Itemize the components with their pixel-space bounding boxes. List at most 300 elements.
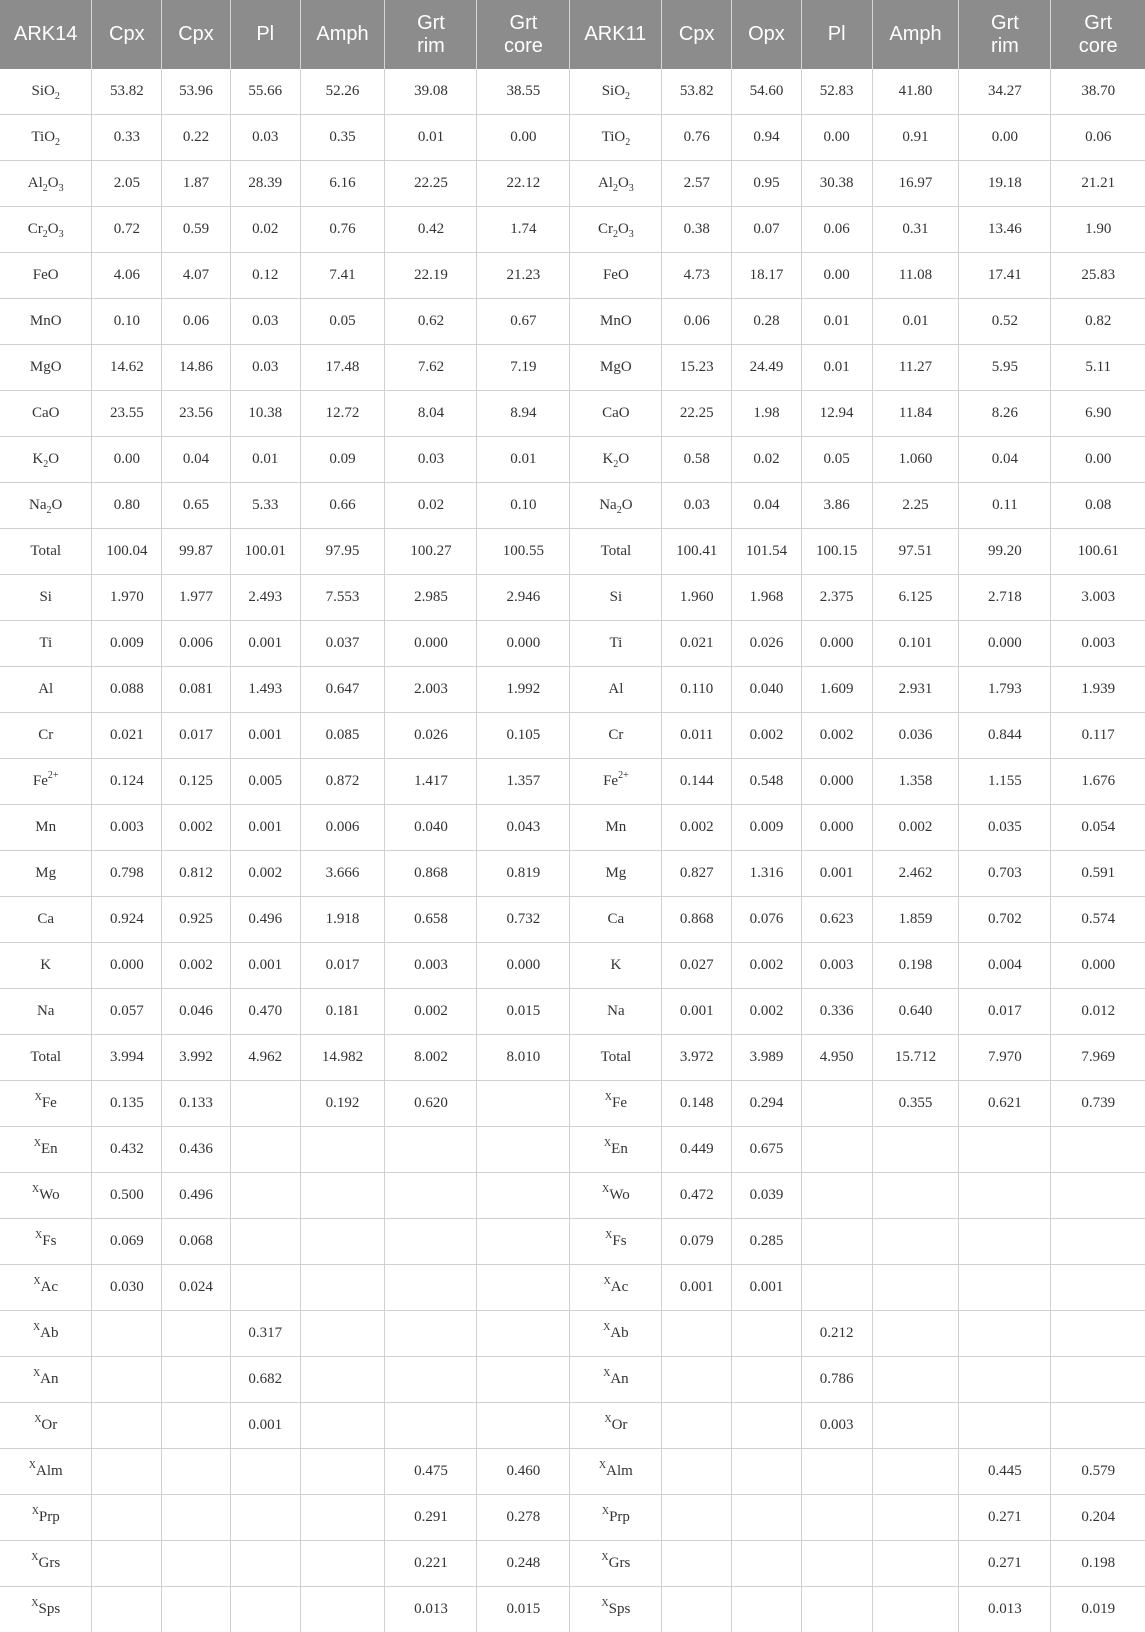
table-cell: 0.009	[732, 805, 802, 851]
row-label	[0, 1495, 92, 1541]
table-cell	[300, 1357, 385, 1403]
table-cell: 0.069	[92, 1219, 162, 1265]
table-cell: 0.819	[477, 851, 570, 897]
table-cell: 0.91	[872, 115, 959, 161]
header-text: Cpx	[178, 23, 214, 45]
row-label	[570, 1495, 662, 1541]
table-cell: 0.58	[662, 437, 732, 483]
table-row	[0, 1495, 1145, 1541]
table-cell	[300, 1449, 385, 1495]
row-label	[570, 575, 662, 621]
table-cell	[92, 1357, 162, 1403]
header-text: Amph	[316, 23, 368, 45]
table-cell: 0.000	[477, 943, 570, 989]
table-cell: 1.793	[959, 667, 1051, 713]
table-cell: 0.000	[959, 621, 1051, 667]
table-cell	[385, 1173, 477, 1219]
table-cell: 0.002	[732, 989, 802, 1035]
table-row	[0, 667, 1145, 713]
table-cell: 0.001	[662, 989, 732, 1035]
table-cell: 1.992	[477, 667, 570, 713]
table-cell: 17.41	[959, 253, 1051, 299]
label-text: Alm	[36, 1463, 63, 1479]
label-text: Cr	[38, 727, 53, 743]
table-cell: 0.317	[230, 1311, 300, 1357]
superscript: X	[604, 1414, 611, 1425]
table-cell: 0.000	[801, 759, 872, 805]
table-cell: 53.82	[662, 69, 732, 115]
table-row	[0, 851, 1145, 897]
table-cell: 53.82	[92, 69, 162, 115]
subscript: 3	[59, 229, 64, 240]
subscript: 2	[55, 137, 60, 148]
label-text: CaO	[32, 405, 60, 421]
label-text: Wo	[609, 1187, 629, 1203]
table-cell: 100.61	[1051, 529, 1145, 575]
subscript: 2	[617, 505, 622, 516]
table-cell: 3.666	[300, 851, 385, 897]
table-cell: 0.017	[300, 943, 385, 989]
table-cell: 0.221	[385, 1541, 477, 1587]
column-header	[801, 0, 872, 69]
table-cell	[872, 1587, 959, 1632]
table-cell: 2.375	[801, 575, 872, 621]
table-cell: 0.42	[385, 207, 477, 253]
table-cell: 28.39	[230, 161, 300, 207]
row-label	[0, 529, 92, 575]
table-cell	[230, 1449, 300, 1495]
table-cell: 0.015	[477, 989, 570, 1035]
table-cell: 0.001	[662, 1265, 732, 1311]
table-cell: 0.021	[662, 621, 732, 667]
row-label	[570, 1357, 662, 1403]
table-cell: 0.472	[662, 1173, 732, 1219]
row-label	[570, 989, 662, 1035]
table-cell: 0.000	[477, 621, 570, 667]
table-cell	[1051, 1265, 1145, 1311]
table-cell: 0.040	[732, 667, 802, 713]
table-cell: 0.702	[959, 897, 1051, 943]
table-row	[0, 391, 1145, 437]
table-cell: 39.08	[385, 69, 477, 115]
table-cell: 0.117	[1051, 713, 1145, 759]
row-label	[0, 161, 92, 207]
superscript: X	[35, 1092, 42, 1103]
table-cell	[162, 1587, 231, 1632]
table-cell: 0.110	[662, 667, 732, 713]
table-cell: 0.703	[959, 851, 1051, 897]
header-text: Pl	[256, 23, 274, 45]
table-cell: 0.06	[801, 207, 872, 253]
table-cell: 0.017	[162, 713, 231, 759]
table-cell: 54.60	[732, 69, 802, 115]
header-text: core	[504, 35, 543, 57]
header-text: core	[1079, 35, 1118, 57]
table-cell: 5.11	[1051, 345, 1145, 391]
table-cell: 7.970	[959, 1035, 1051, 1081]
table-cell: 2.931	[872, 667, 959, 713]
table-cell: 1.98	[732, 391, 802, 437]
table-cell: 4.73	[662, 253, 732, 299]
table-cell	[1051, 1357, 1145, 1403]
label-text: Al	[598, 175, 613, 191]
row-label	[0, 575, 92, 621]
table-cell: 0.271	[959, 1495, 1051, 1541]
table-cell: 7.553	[300, 575, 385, 621]
table-cell: 53.96	[162, 69, 231, 115]
table-cell: 0.07	[732, 207, 802, 253]
label-text: Ti	[39, 635, 52, 651]
label-text: Alm	[606, 1463, 633, 1479]
table-cell	[801, 1587, 872, 1632]
header-text: Grt	[417, 12, 445, 34]
table-cell: 0.33	[92, 115, 162, 161]
row-label	[0, 1357, 92, 1403]
table-cell	[300, 1311, 385, 1357]
label-text: Or	[612, 1417, 628, 1433]
table-cell: 0.026	[385, 713, 477, 759]
subscript: 2	[43, 229, 48, 240]
table-cell	[872, 1357, 959, 1403]
table-cell	[162, 1311, 231, 1357]
table-cell: 0.03	[662, 483, 732, 529]
label-text: O	[48, 175, 59, 191]
table-cell: 0.38	[662, 207, 732, 253]
table-row	[0, 529, 1145, 575]
table-cell: 0.02	[732, 437, 802, 483]
table-cell: 0.133	[162, 1081, 231, 1127]
table-cell	[662, 1449, 732, 1495]
table-cell: 5.33	[230, 483, 300, 529]
table-cell: 3.992	[162, 1035, 231, 1081]
table-cell: 100.04	[92, 529, 162, 575]
label-text: O	[52, 497, 63, 513]
table-cell: 0.040	[385, 805, 477, 851]
table-cell: 2.493	[230, 575, 300, 621]
table-cell: 0.66	[300, 483, 385, 529]
superscript: X	[31, 1552, 38, 1563]
table-cell: 0.003	[801, 943, 872, 989]
table-cell: 11.08	[872, 253, 959, 299]
table-cell: 1.357	[477, 759, 570, 805]
table-cell: 0.003	[385, 943, 477, 989]
table-cell: 0.285	[732, 1219, 802, 1265]
table-cell	[162, 1403, 231, 1449]
superscript: X	[603, 1368, 610, 1379]
subscript: 3	[629, 229, 634, 240]
table-cell: 0.647	[300, 667, 385, 713]
table-cell: 0.012	[1051, 989, 1145, 1035]
row-label	[0, 1035, 92, 1081]
table-cell: 0.024	[162, 1265, 231, 1311]
table-cell	[801, 1541, 872, 1587]
row-label	[0, 805, 92, 851]
table-cell: 0.000	[1051, 943, 1145, 989]
row-label	[570, 437, 662, 483]
table-cell: 0.057	[92, 989, 162, 1035]
row-label	[0, 437, 92, 483]
subscript: 2	[613, 183, 618, 194]
table-cell	[300, 1173, 385, 1219]
table-cell: 0.088	[92, 667, 162, 713]
label-text: Fe	[603, 773, 618, 789]
table-cell: 0.013	[959, 1587, 1051, 1632]
subscript: 2	[613, 459, 618, 470]
table-cell	[872, 1541, 959, 1587]
table-cell: 99.20	[959, 529, 1051, 575]
table-cell	[385, 1403, 477, 1449]
label-text: Total	[601, 543, 632, 559]
label-text: Na	[599, 497, 617, 513]
table-cell: 0.925	[162, 897, 231, 943]
row-label	[0, 1265, 92, 1311]
table-cell	[872, 1495, 959, 1541]
table-cell: 0.01	[230, 437, 300, 483]
label-text: O	[618, 175, 629, 191]
table-cell: 0.01	[477, 437, 570, 483]
table-cell	[801, 1173, 872, 1219]
table-cell	[300, 1495, 385, 1541]
label-text: Cr	[28, 221, 43, 237]
table-cell: 0.548	[732, 759, 802, 805]
table-cell	[662, 1403, 732, 1449]
table-cell: 0.076	[732, 897, 802, 943]
table-cell: 0.101	[872, 621, 959, 667]
table-cell: 7.41	[300, 253, 385, 299]
table-cell: 0.001	[230, 713, 300, 759]
table-cell: 0.621	[959, 1081, 1051, 1127]
table-cell	[872, 1219, 959, 1265]
table-cell: 4.07	[162, 253, 231, 299]
row-label	[0, 391, 92, 437]
table-cell: 0.80	[92, 483, 162, 529]
table-cell: 97.51	[872, 529, 959, 575]
header-text: Cpx	[109, 23, 145, 45]
table-cell: 15.712	[872, 1035, 959, 1081]
table-cell: 0.591	[1051, 851, 1145, 897]
table-cell: 3.989	[732, 1035, 802, 1081]
row-label	[570, 897, 662, 943]
label-text: Na	[607, 1003, 625, 1019]
table-cell: 12.94	[801, 391, 872, 437]
table-cell: 0.294	[732, 1081, 802, 1127]
table-row	[0, 1081, 1145, 1127]
label-text: Mg	[605, 865, 626, 881]
table-row	[0, 575, 1145, 621]
table-cell: 0.148	[662, 1081, 732, 1127]
table-row	[0, 1265, 1145, 1311]
table-cell: 3.86	[801, 483, 872, 529]
table-cell: 0.081	[162, 667, 231, 713]
table-cell: 0.09	[300, 437, 385, 483]
label-text: MgO	[600, 359, 632, 375]
table-cell: 0.475	[385, 1449, 477, 1495]
row-label	[0, 1449, 92, 1495]
subscript: 2	[47, 505, 52, 516]
header-text: Grt	[991, 12, 1019, 34]
table-cell: 8.002	[385, 1035, 477, 1081]
table-cell	[92, 1587, 162, 1632]
table-cell: 21.23	[477, 253, 570, 299]
table-cell	[732, 1541, 802, 1587]
label-text: O	[618, 451, 629, 467]
table-row	[0, 1035, 1145, 1081]
table-cell: 0.001	[732, 1265, 802, 1311]
table-cell	[959, 1311, 1051, 1357]
row-label	[0, 115, 92, 161]
table-cell	[477, 1265, 570, 1311]
table-cell: 0.000	[801, 621, 872, 667]
table-row	[0, 989, 1145, 1035]
row-label	[570, 529, 662, 575]
table-cell: 13.46	[959, 207, 1051, 253]
table-row	[0, 253, 1145, 299]
table-cell: 11.84	[872, 391, 959, 437]
table-cell: 1.676	[1051, 759, 1145, 805]
table-cell: 8.94	[477, 391, 570, 437]
table-cell: 0.579	[1051, 1449, 1145, 1495]
table-cell: 0.786	[801, 1357, 872, 1403]
superscript: X	[602, 1184, 609, 1195]
table-cell	[385, 1219, 477, 1265]
table-row	[0, 299, 1145, 345]
table-cell	[732, 1357, 802, 1403]
table-cell: 2.718	[959, 575, 1051, 621]
table-cell: 0.003	[1051, 621, 1145, 667]
table-cell: 0.03	[230, 115, 300, 161]
label-text: Total	[601, 1049, 632, 1065]
table-cell: 0.030	[92, 1265, 162, 1311]
table-cell: 0.05	[801, 437, 872, 483]
table-cell: 22.19	[385, 253, 477, 299]
table-cell: 0.574	[1051, 897, 1145, 943]
table-cell	[732, 1403, 802, 1449]
label-text: Ti	[609, 635, 622, 651]
table-cell: 0.000	[385, 621, 477, 667]
label-text: Al	[38, 681, 53, 697]
row-label	[0, 667, 92, 713]
table-cell: 3.972	[662, 1035, 732, 1081]
subscript: 3	[629, 183, 634, 194]
table-cell: 5.95	[959, 345, 1051, 391]
table-cell: 0.72	[92, 207, 162, 253]
table-cell	[92, 1495, 162, 1541]
table-cell: 0.658	[385, 897, 477, 943]
table-row	[0, 759, 1145, 805]
table-cell: 1.960	[662, 575, 732, 621]
table-cell	[300, 1541, 385, 1587]
label-text: Al	[28, 175, 43, 191]
table-cell	[801, 1127, 872, 1173]
table-cell: 6.125	[872, 575, 959, 621]
label-text: Grs	[609, 1555, 631, 1571]
table-row	[0, 1219, 1145, 1265]
label-text: Fe	[612, 1095, 627, 1111]
table-cell: 0.22	[162, 115, 231, 161]
label-text: Ac	[611, 1279, 629, 1295]
row-label	[570, 483, 662, 529]
table-cell: 0.739	[1051, 1081, 1145, 1127]
row-label	[0, 621, 92, 667]
table-cell: 0.00	[959, 115, 1051, 161]
table-cell	[230, 1495, 300, 1541]
table-cell: 0.924	[92, 897, 162, 943]
table-cell: 0.06	[162, 299, 231, 345]
column-header	[872, 0, 959, 69]
table-cell	[959, 1403, 1051, 1449]
table-cell: 12.72	[300, 391, 385, 437]
table-cell: 1.316	[732, 851, 802, 897]
table-cell: 14.62	[92, 345, 162, 391]
superscript: X	[605, 1230, 612, 1241]
table-cell: 0.198	[872, 943, 959, 989]
table-cell: 4.06	[92, 253, 162, 299]
label-text: Fe	[33, 773, 48, 789]
table-cell	[477, 1311, 570, 1357]
table-cell	[801, 1495, 872, 1541]
row-label	[570, 1587, 662, 1632]
header-text: Pl	[828, 23, 846, 45]
table-cell: 0.640	[872, 989, 959, 1035]
table-cell: 10.38	[230, 391, 300, 437]
label-text: Wo	[39, 1187, 59, 1203]
table-cell: 100.27	[385, 529, 477, 575]
sample-header	[0, 0, 92, 69]
table-cell: 0.006	[162, 621, 231, 667]
row-label	[0, 1081, 92, 1127]
table-cell: 0.002	[801, 713, 872, 759]
table-cell: 0.046	[162, 989, 231, 1035]
table-cell: 6.90	[1051, 391, 1145, 437]
table-cell	[801, 1081, 872, 1127]
table-cell: 0.496	[162, 1173, 231, 1219]
table-cell: 0.95	[732, 161, 802, 207]
table-cell	[477, 1403, 570, 1449]
table-cell	[300, 1219, 385, 1265]
row-label	[570, 1541, 662, 1587]
table-cell: 22.25	[662, 391, 732, 437]
table-cell: 0.00	[1051, 437, 1145, 483]
label-text: Mn	[605, 819, 626, 835]
superscript: X	[32, 1506, 39, 1517]
table-cell	[230, 1541, 300, 1587]
header-text: Opx	[748, 23, 785, 45]
column-header	[662, 0, 732, 69]
row-label	[570, 805, 662, 851]
row-label	[0, 1127, 92, 1173]
table-cell: 0.844	[959, 713, 1051, 759]
table-cell	[162, 1495, 231, 1541]
row-label	[570, 207, 662, 253]
label-text: TiO	[602, 129, 626, 145]
table-cell	[801, 1219, 872, 1265]
header-text: ARK11	[584, 23, 646, 45]
superscript: X	[601, 1552, 608, 1563]
row-label	[0, 69, 92, 115]
label-text: K	[603, 451, 614, 467]
table-row	[0, 115, 1145, 161]
table-cell	[230, 1265, 300, 1311]
table-cell	[959, 1127, 1051, 1173]
table-cell: 0.021	[92, 713, 162, 759]
table-cell	[872, 1403, 959, 1449]
table-cell: 0.135	[92, 1081, 162, 1127]
table-cell: 0.01	[385, 115, 477, 161]
label-text: Prp	[609, 1509, 630, 1525]
table-cell: 0.868	[662, 897, 732, 943]
table-cell: 0.00	[801, 253, 872, 299]
table-cell	[162, 1541, 231, 1587]
